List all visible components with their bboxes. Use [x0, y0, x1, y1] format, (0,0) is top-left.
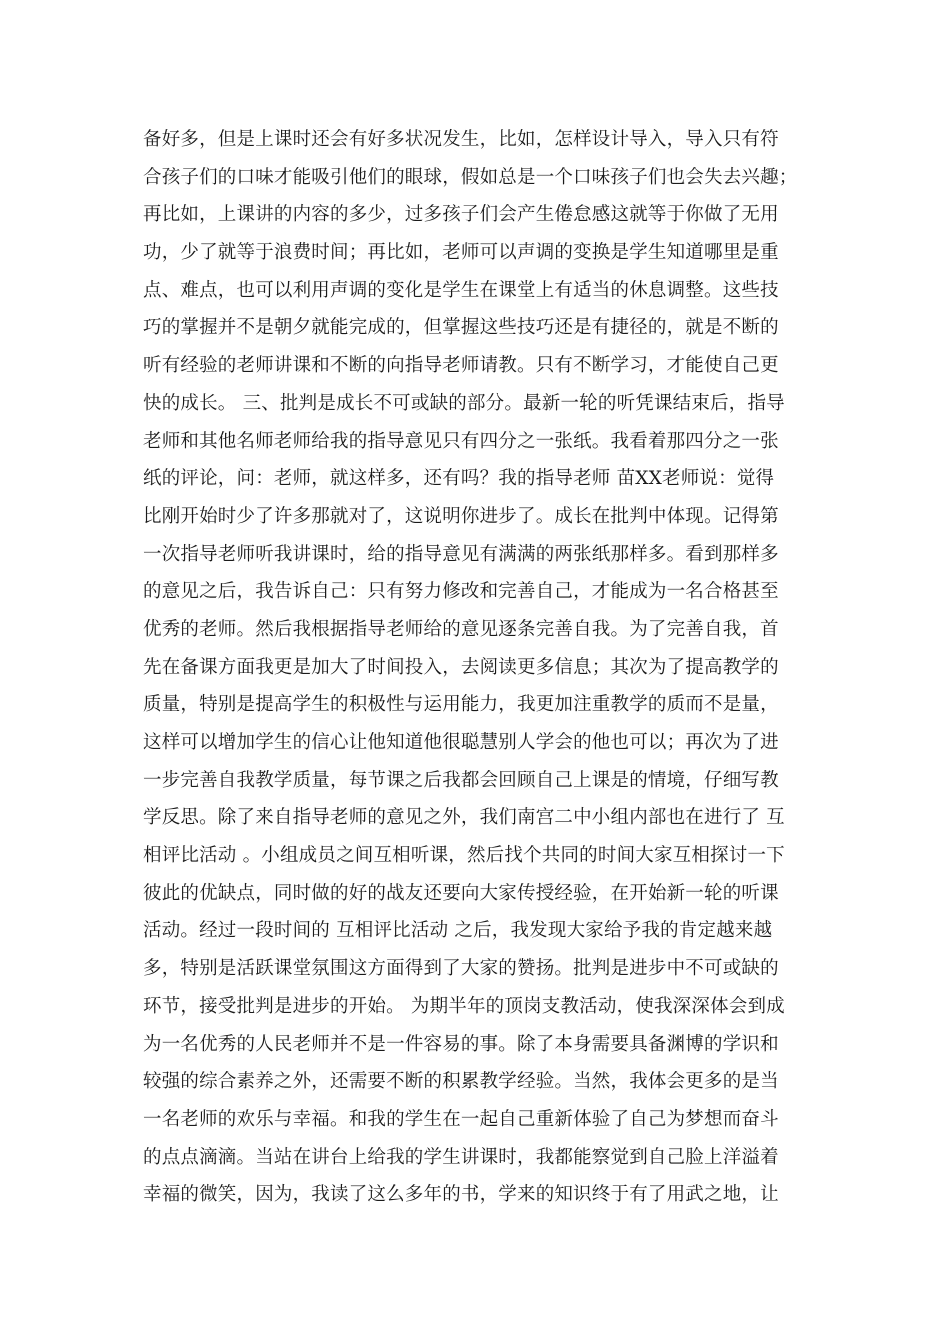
text-line: 一名老师的欢乐与幸福。和我的学生在一起自己重新体验了自己为梦想而奋斗 — [143, 1108, 779, 1130]
text-line: 为一名优秀的人民老师并不是一件容易的事。除了本身需要具备渊博的学识和 — [143, 1033, 779, 1055]
text-line: 点、难点，也可以利用声调的变化是学生在课堂上有适当的休息调整。这些技 — [143, 279, 779, 301]
text-line: 合孩子们的口味才能吸引他们的眼球，假如总是一个口味孩子们也会失去兴趣； — [143, 166, 798, 188]
text-line: 这样可以增加学生的信心让他知道他很聪慧别人学会的他也可以；再次为了进 — [143, 732, 779, 753]
text-line: 先在备课方面我更是加大了时间投入，去阅读更多信息；其次为了提高教学的 — [143, 656, 779, 678]
text-line: 彼此的优缺点，同时做的好的战友还要向大家传授经验，在开始新一轮的听课 — [143, 882, 779, 904]
text-line: 听有经验的老师讲课和不断的向指导老师请教。只有不断学习，才能使自己更 — [143, 355, 779, 377]
text-line: 巧的掌握并不是朝夕就能完成的，但掌握这些技巧还是有捷径的，就是不断的 — [143, 317, 779, 339]
text-line: 的点点滴滴。当站在讲台上给我的学生讲课时，我都能察觉到自己脸上洋溢着 — [143, 1146, 779, 1168]
text-line: 质量，特别是提高学生的积极性与运用能力，我更加注重教学的质而不是量， — [143, 694, 779, 716]
text-line: 备好多，但是上课时还会有好多状况发生，比如，怎样设计导入，导入只有符 — [143, 129, 779, 150]
text-line: 多，特别是活跃课堂氛围这方面得到了大家的赞扬。批判是进步中不可或缺的 — [143, 958, 779, 980]
text-line: 较强的综合素养之外，还需要不断的积累教学经验。当然，我体会更多的是当 — [143, 1071, 779, 1093]
text-line: 功，少了就等于浪费时间；再比如，老师可以声调的变换是学生知道哪里是重 — [143, 242, 779, 264]
text-line: 幸福的微笑，因为，我读了这么多年的书，学来的知识终于有了用武之地，让 — [143, 1184, 779, 1206]
text-line: 比刚开始时少了许多那就对了，这说明你进步了。成长在批判中体现。记得第 — [143, 505, 779, 527]
text-line: 的意见之后，我告诉自己：只有努力修改和完善自己，才能成为一名合格甚至 — [143, 581, 779, 603]
text-line: 优秀的老师。然后我根据指导老师给的意见逐条完善自我。为了完善自我，首 — [143, 618, 779, 640]
text-line: 一步完善自我教学质量，每节课之后我都会回顾自己上课是的情境，仔细写教 — [143, 769, 779, 791]
text-line: 纸的评论，问：老师，就这样多，还有吗？我的指导老师 苗XX老师说：觉得 — [143, 468, 775, 490]
text-line: 快的成长。 三、批判是成长不可或缺的部分。最新一轮的听凭课结束后，指导 — [143, 392, 785, 414]
text-line: 一次指导老师听我讲课时，给的指导意见有满满的两张纸那样多。看到那样多 — [143, 543, 779, 565]
text-line: 环节，接受批判是进步的开始。 为期半年的顶岗支教活动，使我深深体会到成 — [143, 995, 785, 1017]
text-line: 相评比活动 。小组成员之间互相听课，然后找个共同的时间大家互相探讨一下 — [143, 845, 785, 867]
body-text — [143, 121, 813, 1214]
text-line: 学反思。除了来自指导老师的意见之外，我们南宫二中小组内部也在进行了 互 — [143, 807, 785, 829]
text-line: 老师和其他名师老师给我的指导意见只有四分之一张纸。我看着那四分之一张 — [143, 430, 779, 452]
text-line: 再比如，上课讲的内容的多少，过多孩子们会产生倦怠感这就等于你做了无用 — [143, 204, 779, 226]
text-line: 活动。经过一段时间的 互相评比活动 之后，我发现大家给予我的肯定越来越 — [143, 920, 773, 942]
